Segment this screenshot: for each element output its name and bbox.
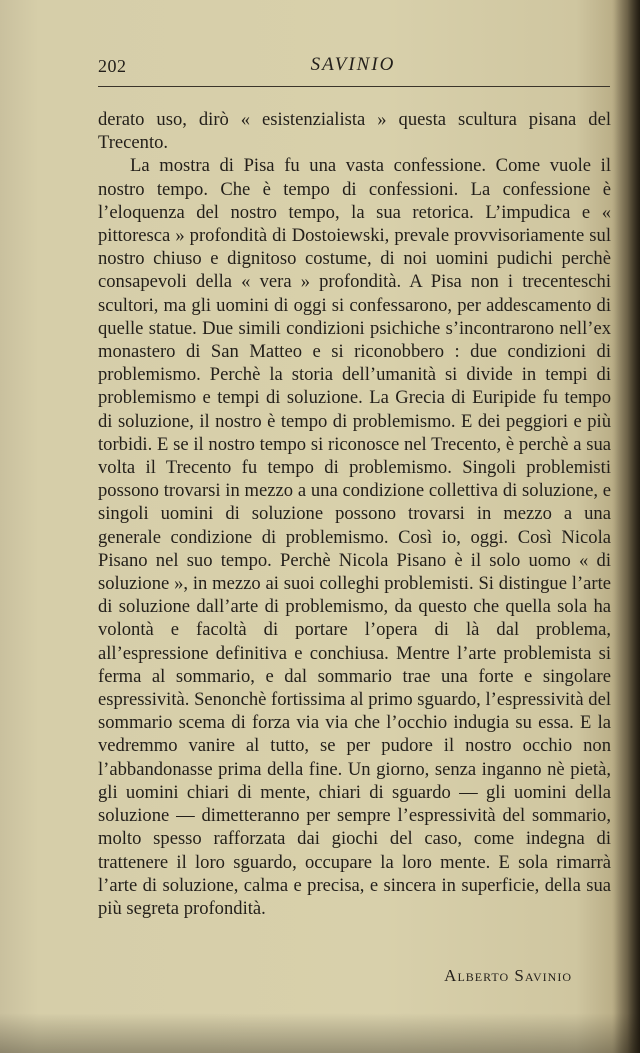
page-bottom-shadow xyxy=(0,1013,640,1053)
page-header xyxy=(98,52,608,82)
paragraph: La mostra di Pisa fu una vasta confessione. Come vuole il nostro tempo. Che è tempo di confessioni. La confessione è l’eloquenza del nostro tempo, la sua retorica. L’impudica e « pittoresca » profondità di Dostoiewski, prevale provvisoriamente sul nostro chiuso e dignitoso costume, di noi uomini pudichi perchè consapevoli della « vera » profondità. A Pisa non i trecenteschi scultori, ma gli uomini di oggi si confessarono, per addescamento di quelle statue. Due simili condizioni psichiche s’incontrarono nell’ex monastero di San Matteo e si riconobbero : due condizioni di problemismo. Perchè la storia dell’umanità si divide in tempi di problemismo e tempi di soluzione. La Grecia di Euripide fu tempo di soluzione, il nostro è tempo di problemismo. E dei peggiori e più torbidi. E se il nostro tempo si riconosce nel Trecento, è perchè a sua volta il Trecento fu tempo di problemismo. Singoli problemisti possono trovarsi in mezzo a una condizione collettiva di soluzione, e singoli uomini di soluzione possono trovarsi in mezzo a una generale condizione di problemismo. Così io, oggi. Così Nicola Pisano nel suo tempo. Perchè Nicola Pisano è il solo uomo « di soluzione », in mezzo ai suoi colleghi problemisti. Si distingue l’arte di soluzione dall’arte di problemismo, da questo che quella sola ha volontà e facoltà di portare l’opera di là dal problema, all’espressione definitiva e conchiusa. Mentre l’arte problemista si ferma al sommario, e dal sommario trae una forte e singolare espressività. Senonchè fortissima al primo sguardo, l’espressività del sommario scema di forza via via che l’occhio indugia su essa. E la vedremmo vanire al tutto, se per pudore il nostro occhio non l’abbandonasse prima della fine. Un giorno, senza inganno nè pietà, gli uomini chiari di mente, chiari di sguardo — gli uomini della soluzione — dimetteranno per sempre l’espressività del sommario, molto spesso rafforzata dai giochi del caso, come indegna di trattenere il loro sguardo, occupare la loro mente. E sola rimarrà l’arte di soluzione, calma e precisa, e sincera in superficie, della sua più segreta profondità. xyxy=(98,155,611,919)
article-body xyxy=(98,108,611,920)
author-signature: Alberto Savinio xyxy=(444,966,572,985)
page-number: 202 xyxy=(98,56,127,76)
page-edge-shadow xyxy=(612,0,640,1053)
header-rule xyxy=(98,86,610,87)
paragraph-continuation: derato uso, dirò « esistenzialista » questa scultura pisana del Trecento. xyxy=(98,109,611,154)
running-head: SAVINIO xyxy=(310,54,396,75)
